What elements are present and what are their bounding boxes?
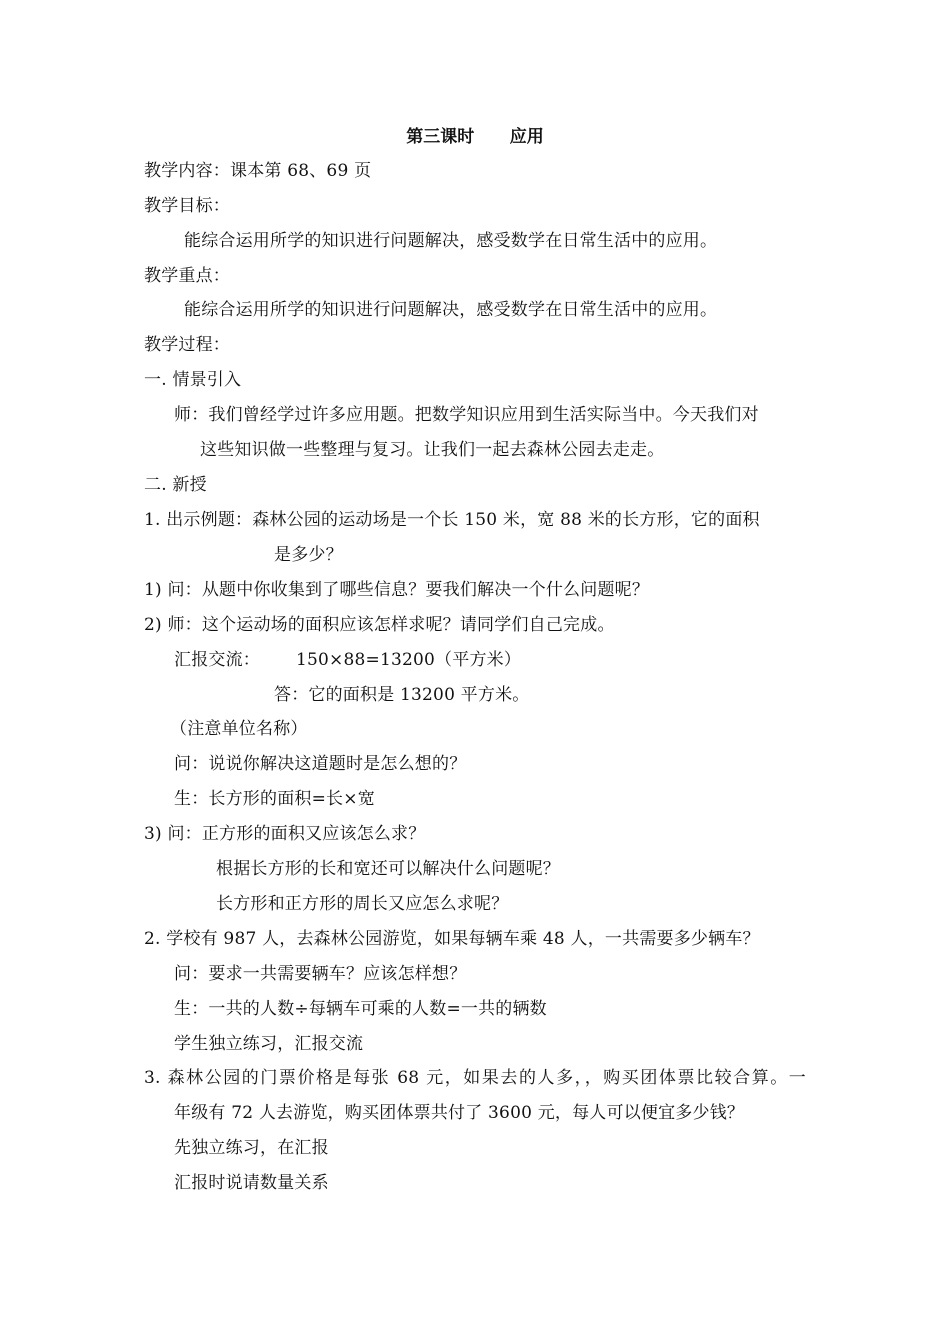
section-one-heading: 一. 情景引入 bbox=[144, 370, 242, 390]
page-title: 第三课时 应用 bbox=[406, 127, 544, 147]
example-2-practice: 学生独立练习，汇报交流 bbox=[174, 1034, 364, 1054]
example-3-report-note: 汇报时说请数量关系 bbox=[174, 1173, 329, 1193]
intro-paragraph-line-1: 师：我们曾经学过许多应用题。把数学知识应用到生活实际当中。今天我们对 bbox=[174, 405, 759, 425]
unit-note: （注意单位名称） bbox=[170, 719, 308, 739]
teaching-content-line: 教学内容：课本第 68、69 页 bbox=[144, 161, 372, 181]
teaching-focus-heading: 教学重点： bbox=[144, 266, 230, 286]
step-3-followup-2: 长方形和正方形的周长又应怎么求呢？ bbox=[216, 894, 509, 914]
intro-paragraph-line-2: 这些知识做一些整理与复习。让我们一起去森林公园去走走。 bbox=[200, 440, 665, 460]
student-answer-area-formula: 生：长方形的面积=长×宽 bbox=[174, 789, 375, 809]
report-label: 汇报交流： bbox=[174, 650, 260, 670]
example-1-line-1: 1. 出示例题：森林公园的运动场是一个长 150 米，宽 88 米的长方形，它的面积 bbox=[144, 510, 760, 530]
teaching-goal-heading: 教学目标： bbox=[144, 196, 230, 216]
step-2-teacher: 2) 师：这个运动场的面积应该怎样求呢？请同学们自己完成。 bbox=[144, 615, 615, 635]
teaching-focus-text: 能综合运用所学的知识进行问题解决，感受数学在日常生活中的应用。 bbox=[184, 300, 718, 320]
example-1-line-2: 是多少？ bbox=[274, 545, 343, 565]
question-thinking: 问：说说你解决这道题时是怎么想的？ bbox=[174, 754, 467, 774]
example-2-problem: 2. 学校有 987 人，去森林公园游览，如果每辆车乘 48 人，一共需要多少辆车？ bbox=[144, 929, 760, 949]
report-calculation: 150×88=13200（平方米） bbox=[296, 650, 522, 670]
section-two-heading: 二. 新授 bbox=[144, 475, 207, 495]
example-3-line-2: 年级有 72 人去游览，购买团体票共付了 3600 元，每人可以便宜多少钱？ bbox=[174, 1103, 745, 1123]
example-2-student-answer: 生：一共的人数÷每辆车可乘的人数=一共的辆数 bbox=[174, 999, 547, 1019]
example-3-practice: 先独立练习，在汇报 bbox=[174, 1138, 329, 1158]
example-2-question: 问：要求一共需要辆车？应该怎样想？ bbox=[174, 964, 467, 984]
step-1-question: 1) 问：从题中你收集到了哪些信息？要我们解决一个什么问题呢？ bbox=[144, 580, 650, 600]
step-3-followup-1: 根据长方形的长和宽还可以解决什么问题呢？ bbox=[216, 859, 560, 879]
teaching-goal-text: 能综合运用所学的知识进行问题解决，感受数学在日常生活中的应用。 bbox=[184, 231, 718, 251]
answer-line: 答：它的面积是 13200 平方米。 bbox=[274, 685, 530, 705]
step-3-question: 3) 问：正方形的面积又应该怎么求？ bbox=[144, 824, 426, 844]
example-3-line-1: 3. 森林公园的门票价格是每张 68 元，如果去的人多，，购买团体票比较合算。一 bbox=[144, 1068, 806, 1088]
teaching-process-heading: 教学过程： bbox=[144, 335, 230, 355]
